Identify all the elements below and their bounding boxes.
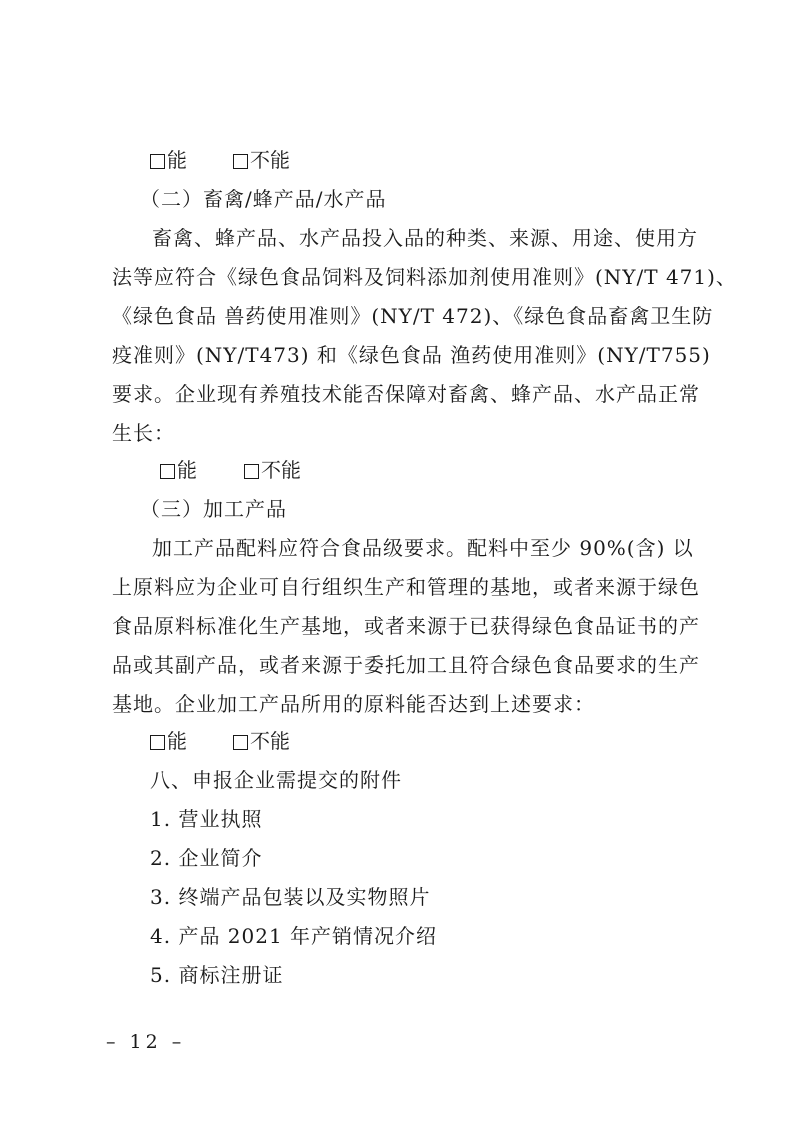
choice-yes[interactable]: 能 — [150, 721, 187, 761]
section-heading: （二）畜禽/蜂产品/水产品 — [140, 187, 387, 211]
paragraph-line: 加工产品配料应符合食品级要求。配料中至少 90%(含) 以 — [152, 536, 694, 560]
paragraph-line: 畜禽、蜂产品、水产品投入品的种类、来源、用途、使用方 — [152, 226, 698, 250]
section-heading: 八、申报企业需提交的附件 — [150, 768, 402, 792]
paragraph-line: 生长： — [112, 421, 175, 445]
choice-no[interactable]: 不能 — [233, 721, 290, 761]
list-item: 5. 商标注册证 — [150, 963, 284, 987]
paragraph-line: 上原料应为企业可自行组织生产和管理的基地，或者来源于绿色 — [112, 575, 700, 599]
choice-yes[interactable]: 能 — [160, 450, 197, 490]
page-number: – 12 – — [106, 1031, 186, 1053]
paragraph-line: 法等应符合《绿色食品饲料及饲料添加剂使用准则》(NY/T 471)、 — [112, 265, 737, 289]
list-item: 4. 产品 2021 年产销情况介绍 — [150, 924, 438, 948]
choice-no[interactable]: 不能 — [244, 450, 301, 490]
checkbox-icon[interactable] — [150, 735, 165, 750]
choice-yes[interactable]: 能 — [150, 140, 187, 180]
list-item: 2. 企业简介 — [150, 846, 263, 870]
paragraph-line: 品或其副产品，或者来源于委托加工且符合绿色食品要求的生产 — [112, 653, 700, 677]
paragraph-line: 基地。企业加工产品所用的原料能否达到上述要求： — [112, 692, 595, 716]
section-heading: （三）加工产品 — [140, 497, 287, 521]
paragraph-line: 食品原料标准化生产基地，或者来源于已获得绿色食品证书的产 — [112, 614, 700, 638]
choice-no[interactable]: 不能 — [233, 140, 290, 180]
paragraph-line: 要求。企业现有养殖技术能否保障对畜禽、蜂产品、水产品正常 — [112, 382, 700, 406]
list-item: 3. 终端产品包装以及实物照片 — [150, 885, 431, 909]
checkbox-icon[interactable] — [244, 464, 259, 479]
paragraph-line: 《绿色食品 兽药使用准则》(NY/T 472)、《绿色食品畜禽卫生防 — [112, 304, 714, 328]
paragraph-line: 疫准则》(NY/T473) 和《绿色食品 渔药使用准则》(NY/T755) — [112, 343, 711, 367]
checkbox-icon[interactable] — [233, 735, 248, 750]
checkbox-icon[interactable] — [150, 154, 165, 169]
checkbox-icon[interactable] — [160, 464, 175, 479]
checkbox-icon[interactable] — [233, 154, 248, 169]
list-item: 1. 营业执照 — [150, 807, 263, 831]
